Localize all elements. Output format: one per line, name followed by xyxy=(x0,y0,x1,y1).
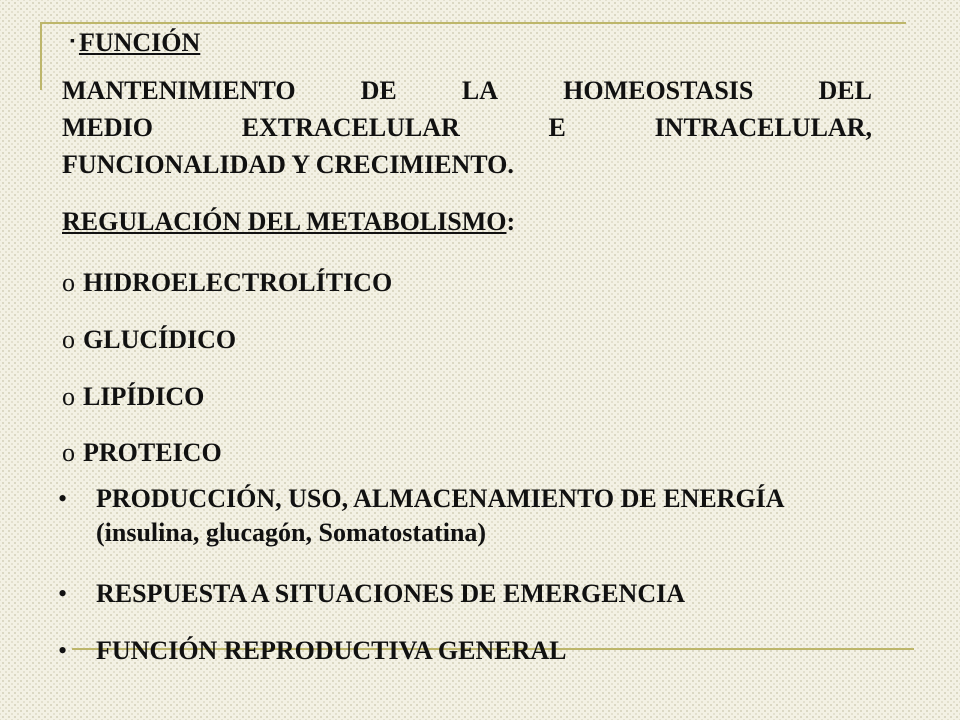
paragraph-line-2 xyxy=(62,109,872,146)
bullet-item xyxy=(58,634,878,668)
paragraph-line-3: FUNCIONALIDAD Y CRECIMIENTO. xyxy=(62,150,514,179)
metabolism-item-label: PROTEICO xyxy=(83,438,222,467)
metabolism-item-label: LIPÍDICO xyxy=(83,382,205,411)
bullet-item-text: FUNCIÓN REPRODUCTIVA GENERAL xyxy=(96,636,567,665)
paragraph-word: DEL xyxy=(818,76,872,105)
metabolism-item xyxy=(62,382,204,412)
title-text: FUNCIÓN xyxy=(78,28,201,57)
paragraph-word: MANTENIMIENTO xyxy=(62,76,296,105)
paragraph-word: DE xyxy=(360,76,397,105)
slide-title xyxy=(70,28,200,58)
top-rule xyxy=(40,22,906,24)
metabolism-item xyxy=(62,438,222,468)
metabolism-item xyxy=(62,325,236,355)
paragraph-line-1 xyxy=(62,72,872,109)
metabolism-item-label: GLUCÍDICO xyxy=(83,325,237,354)
paragraph-word: LA xyxy=(461,76,499,105)
bullet-item xyxy=(58,482,878,550)
paragraph-word: MEDIO xyxy=(62,113,153,142)
bullet-item xyxy=(58,577,878,611)
circle-bullet-icon: o xyxy=(62,268,75,297)
bullet-item-text: PRODUCCIÓN, USO, ALMACENAMIENTO DE ENERGÍA (insulina, glucagón, Somatostatina) xyxy=(96,484,784,547)
regulation-heading-colon: : xyxy=(506,207,516,236)
square-bullet-icon: ▪ xyxy=(70,34,75,49)
paragraph-word: HOMEOSTASIS xyxy=(563,76,754,105)
circle-bullet-icon: o xyxy=(62,325,75,354)
regulation-heading-text: REGULACIÓN DEL METABOLISMO xyxy=(62,207,507,236)
circle-bullet-icon: o xyxy=(62,382,75,411)
circle-bullet-icon: o xyxy=(62,438,75,467)
function-paragraph xyxy=(62,72,872,183)
metabolism-item-label: HIDROELECTROLÍTICO xyxy=(83,268,393,297)
metabolism-item xyxy=(62,268,392,298)
bullet-dot-icon: • xyxy=(58,579,68,608)
paragraph-word: E xyxy=(548,113,566,142)
left-rule xyxy=(40,22,42,90)
bullet-dot-icon: • xyxy=(58,484,68,513)
regulation-heading xyxy=(62,207,515,237)
paragraph-word: EXTRACELULAR xyxy=(241,113,460,142)
bullet-dot-icon: • xyxy=(58,636,68,665)
bullet-item-text: RESPUESTA A SITUACIONES DE EMERGENCIA xyxy=(96,579,685,608)
paragraph-word: INTRACELULAR, xyxy=(654,113,872,142)
